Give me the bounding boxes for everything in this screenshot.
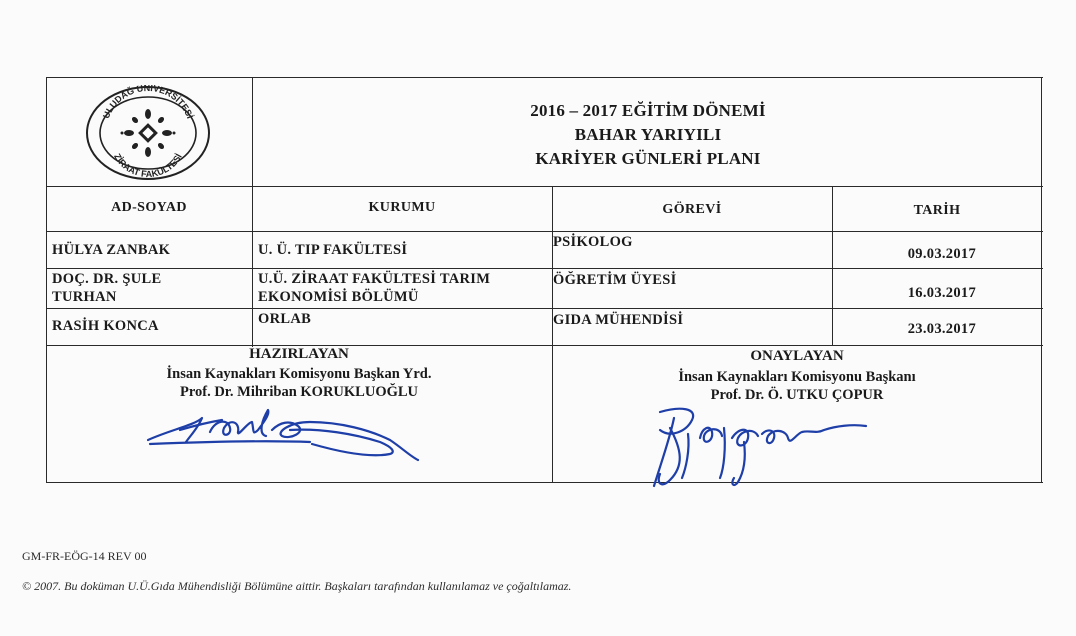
title-line-1: 2016 – 2017 EĞİTİM DÖNEMİ: [530, 101, 766, 120]
approved-signature: [640, 398, 880, 494]
copyright-notice: © 2007. Bu doküman U.Ü.Gıda Mühendisliği Bölümüne aittir. Başkaları tarafından kullanılamaz ve çoğaltılamaz.: [22, 579, 572, 593]
row3-date: 23.03.2017: [907, 321, 976, 337]
approved-position: İnsan Kaynakları Komisyonu Başkanı: [678, 369, 916, 385]
header-kurumu: KURUMU: [368, 200, 436, 215]
seal-text-bottom: ZİRAAT FAKÜLTESİ: [112, 151, 184, 180]
row1-divider: [46, 268, 1043, 269]
prepared-position: İnsan Kaynakları Komisyonu Başkan Yrd.: [166, 366, 432, 382]
row1-institution: U. Ü. TIP FAKÜLTESİ: [258, 242, 408, 258]
header-ad-soyad: AD-SOYAD: [111, 200, 187, 215]
approved-person: Prof. Dr. Ö. UTKU ÇOPUR: [710, 387, 884, 403]
row3-institution: ORLAB: [258, 311, 312, 327]
row2-name-line2: TURHAN: [52, 289, 117, 305]
frame-top-border: [46, 77, 1043, 78]
row2-divider: [46, 308, 1043, 309]
row1-name: HÜLYA ZANBAK: [52, 242, 171, 258]
row2-date: 16.03.2017: [907, 285, 976, 301]
title-line-2: BAHAR YARIYILI: [574, 125, 722, 144]
row3-name: RASİH KONCA: [52, 318, 159, 334]
title-line-3: KARİYER GÜNLERİ PLANI: [535, 149, 761, 168]
row2-name-line1: DOÇ. DR. ŞULE: [52, 271, 162, 287]
header-divider: [46, 186, 1043, 187]
university-seal-icon: [84, 85, 212, 181]
form-code: GM-FR-EÖG-14 REV 00: [22, 549, 147, 563]
row2-role: ÖĞRETİM ÜYESİ: [553, 272, 677, 288]
row1-role: PSİKOLOG: [553, 234, 633, 250]
prepared-signature: [140, 400, 430, 465]
row2-institution-line1: U.Ü. ZİRAAT FAKÜLTESİ TARIM: [258, 271, 491, 287]
kurum-divider: [552, 186, 553, 483]
prepared-person: Prof. Dr. Mihriban KORUKLUOĞLU: [179, 384, 419, 400]
row3-role: GIDA MÜHENDİSİ: [553, 312, 684, 328]
header-tarih: TARİH: [913, 203, 961, 218]
row1-date: 09.03.2017: [907, 246, 976, 262]
row2-institution-line2: EKONOMİSİ BÖLÜMÜ: [258, 289, 419, 305]
seal-text-top: ULUDAĞ ÜNİVERSİTESİ: [100, 85, 196, 120]
frame-bottom-border: [46, 482, 1043, 483]
column-header-divider: [46, 231, 1043, 232]
approved-heading: ONAYLAYAN: [750, 348, 844, 364]
header-gorevi: GÖREVİ: [662, 202, 722, 217]
frame-left-border: [46, 77, 47, 483]
prepared-heading: HAZIRLAYAN: [249, 346, 349, 362]
